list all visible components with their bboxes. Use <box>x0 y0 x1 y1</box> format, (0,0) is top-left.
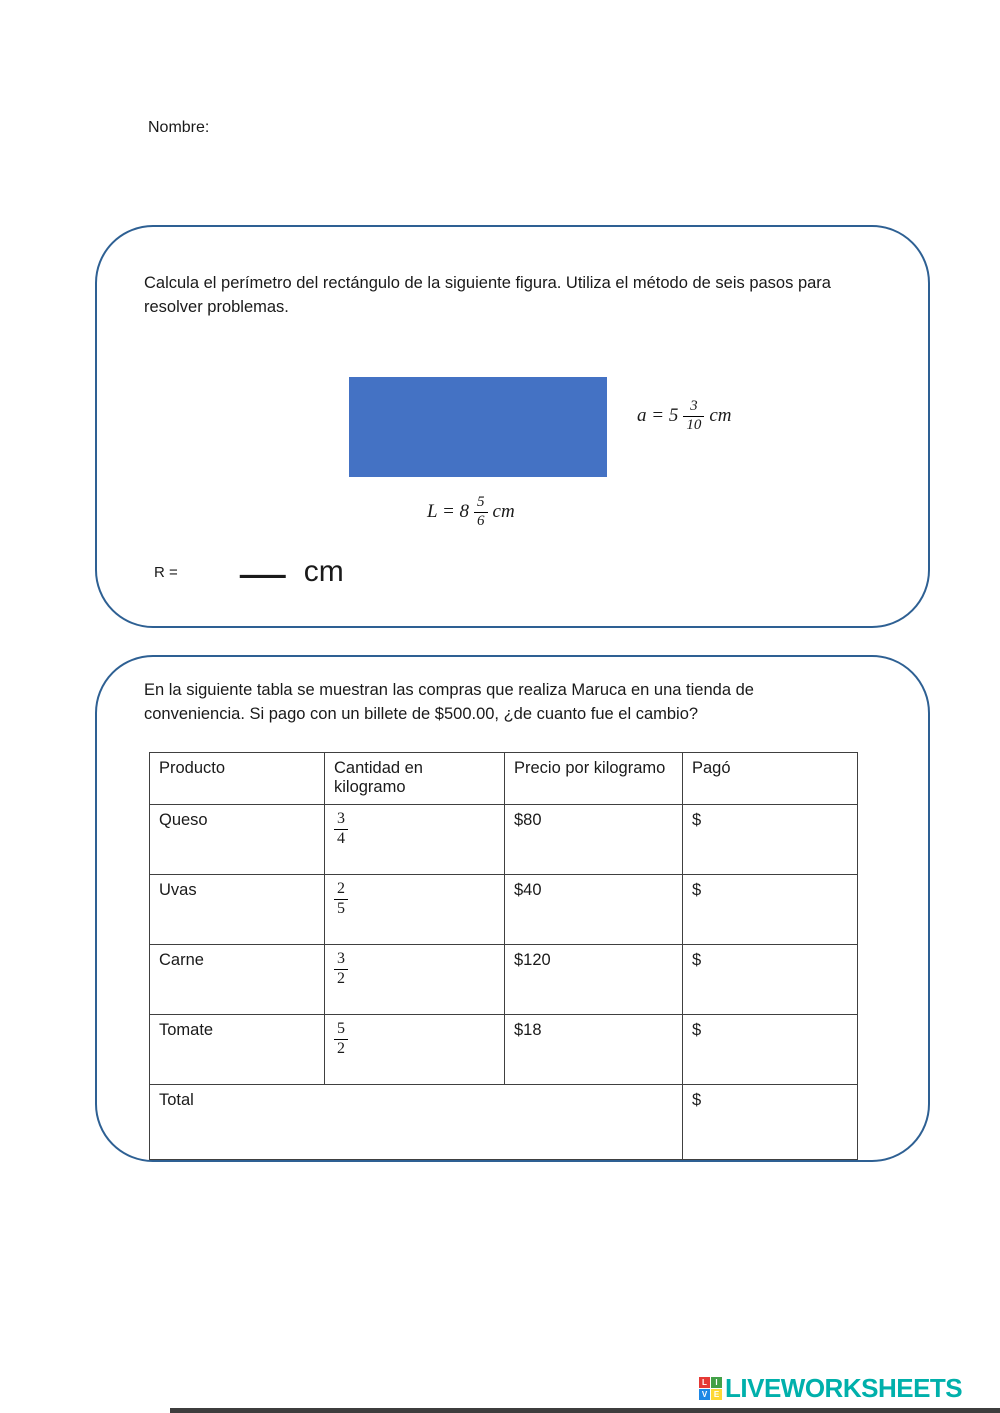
side-a-formula <box>637 399 731 434</box>
cantidad-denominator: 5 <box>337 899 345 917</box>
answer-unit: cm <box>303 555 344 588</box>
side-a-numerator: 3 <box>683 399 704 417</box>
answer-label: R = <box>154 563 178 581</box>
pago-cell[interactable]: $ <box>683 875 858 945</box>
page-bottom-edge <box>170 1408 1000 1413</box>
side-l-numerator: 5 <box>474 495 488 513</box>
producto-cell: Uvas <box>150 875 325 945</box>
cantidad-numerator: 3 <box>334 811 348 830</box>
header-producto: Producto <box>150 753 325 805</box>
side-l-denominator: 6 <box>477 512 485 529</box>
problem1-box <box>95 225 930 628</box>
problem1-instructions: Calcula el perímetro del rectángulo de la siguiente figura. Utiliza el método de seis pasos para resolver problemas. <box>144 274 831 316</box>
problem2-box <box>95 655 930 1162</box>
cantidad-numerator: 3 <box>334 951 348 970</box>
side-l-fraction <box>474 495 488 530</box>
header-pago: Pagó <box>683 753 858 805</box>
precio-cell: $80 <box>505 805 683 875</box>
answer-row <box>154 546 344 598</box>
cantidad-cell <box>325 1015 505 1085</box>
producto-cell: Tomate <box>150 1015 325 1085</box>
name-label: Nombre: <box>148 119 210 136</box>
logo-square-l: L <box>699 1377 710 1388</box>
table-row <box>150 945 858 1015</box>
cantidad-fraction <box>334 811 348 848</box>
table-header-row <box>150 753 858 805</box>
cantidad-denominator: 4 <box>337 829 345 847</box>
header-precio: Precio por kilogramo <box>505 753 683 805</box>
cantidad-cell <box>325 805 505 875</box>
logo-square-i: I <box>711 1377 722 1388</box>
pago-cell[interactable]: $ <box>683 805 858 875</box>
rectangle-figure <box>349 377 607 477</box>
side-l-prefix: L = 8 <box>427 501 470 523</box>
table-row <box>150 1015 858 1085</box>
side-a-unit: cm <box>709 405 732 427</box>
pago-cell[interactable]: $ <box>683 1015 858 1085</box>
header-cantidad: Cantidad en kilogramo <box>325 753 505 805</box>
side-a-denominator: 10 <box>686 416 702 433</box>
total-label: Total <box>150 1085 683 1160</box>
cantidad-fraction <box>334 951 348 988</box>
cantidad-numerator: 2 <box>334 881 348 900</box>
logo-square-v: V <box>699 1389 710 1400</box>
side-l-unit: cm <box>492 501 515 523</box>
cantidad-cell <box>325 875 505 945</box>
side-a-fraction <box>683 399 704 434</box>
precio-cell: $18 <box>505 1015 683 1085</box>
precio-cell: $120 <box>505 945 683 1015</box>
cantidad-denominator: 2 <box>337 969 345 987</box>
table-row <box>150 875 858 945</box>
liveworksheets-icon <box>699 1377 722 1400</box>
logo-square-e: E <box>711 1389 722 1400</box>
pago-cell[interactable]: $ <box>683 945 858 1015</box>
liveworksheets-wordmark: LIVEWORKSHEETS <box>725 1373 963 1403</box>
producto-cell: Queso <box>150 805 325 875</box>
total-pago-cell[interactable]: $ <box>683 1085 858 1160</box>
liveworksheets-logo[interactable] <box>699 1373 962 1404</box>
cantidad-fraction <box>334 881 348 918</box>
shopping-table <box>149 752 858 1160</box>
table-row <box>150 805 858 875</box>
cantidad-fraction <box>334 1021 348 1058</box>
cantidad-cell <box>325 945 505 1015</box>
answer-placeholder-dash[interactable]: — <box>239 546 286 598</box>
cantidad-denominator: 2 <box>337 1039 345 1057</box>
precio-cell: $40 <box>505 875 683 945</box>
problem2-instructions: En la siguiente tabla se muestran las compras que realiza Maruca en una tienda de conveniencia. Si pago con un billete de $500.00, ¿de cuanto fue el cambio? <box>144 681 754 723</box>
side-a-prefix: a = 5 <box>637 405 679 427</box>
cantidad-numerator: 5 <box>334 1021 348 1040</box>
side-l-formula <box>427 495 515 530</box>
producto-cell: Carne <box>150 945 325 1015</box>
total-row <box>150 1085 858 1160</box>
